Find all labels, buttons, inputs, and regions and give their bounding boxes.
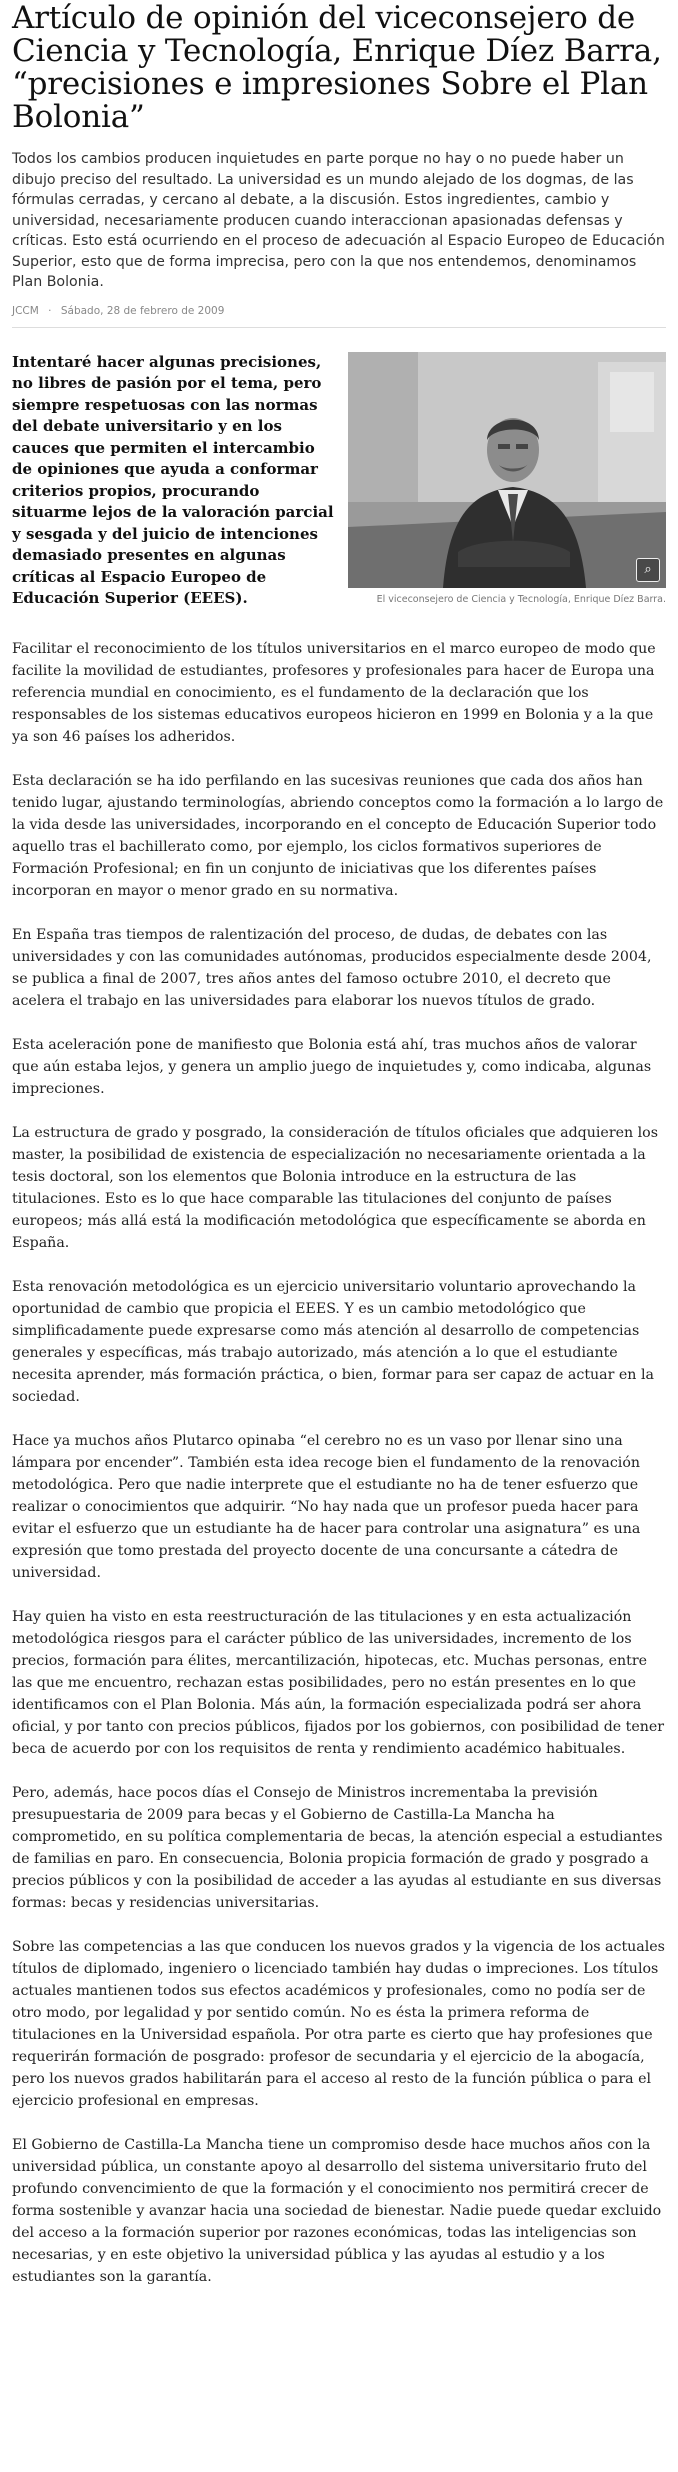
portrait-illustration xyxy=(348,352,666,588)
article-paragraph: Sobre las competencias a las que conducen los nuevos grados y la vigencia de los actuales títulos de diplomado, ingeniero o licenciado también hay dudas o impreciones. Los títulos actuales mantienen todos sus efectos académicos y profesionales, como no podía ser de otro modo, por legalidad y por sentido común. No es ésta la primera reforma de titulaciones en la Universidad española. Por otra parte es cierto que hay profesiones que requerirán formación de posgrado: profesor de secundaria y el ejercicio de la abogacía, pero los nuevos grados habilitarán para el acceso al resto de la función pública o para el ejercicio profesional en empresas. xyxy=(12,1938,665,2109)
meta-separator: · xyxy=(48,304,52,317)
article-paragraph: Hace ya muchos años Plutarco opinaba “el cerebro no es un vaso por llenar sino una lámpara por encender”. También esta idea recoge bien el fundamento de la renovación metodológica. Pero que nadie interprete que el estudiante no ha de tener esfuerzo que realizar o conocimientos que adquirir. “No hay nada que un profesor pueda hacer para evitar el esfuerzo que un estudiante ha de hacer para controlar una asignatura” es una expresión que tomo prestada del proyecto docente de una concursante a cátedra de universidad. xyxy=(12,1432,641,1581)
article-body xyxy=(12,638,666,2288)
article-figure xyxy=(348,352,666,605)
article-paragraph: Esta declaración se ha ido perfilando en las sucesivas reuniones que cada dos años han tenido lugar, ajustando terminologías, abriendo conceptos como la formación a lo largo de la vida desde las universidades, incorporando en el concepto de Educación Superior todo aquello tras el bachillerato como, por ejemplo, los ciclos formativos superiores de Formación Profesional; en fin un conjunto de iniciativas que los diferentes países incorporan en mayor o menor grado en su normativa. xyxy=(12,772,664,899)
article-paragraph: En España tras tiempos de ralentización del proceso, de dudas, de debates con las universidades y con las comunidades autónomas, producidos especialmente desde 2004, se publica a final de 2007, tres años antes del famoso octubre 2010, el decreto que acelera el trabajo en las universidades para elaborar los nuevos títulos de grado. xyxy=(12,926,652,1009)
article-paragraph: Pero, además, hace pocos días el Consejo de Ministros incrementaba la previsión presupuestaria de 2009 para becas y el Gobierno de Castilla-La Mancha ha comprometido, en su política complementaria de becas, la atención especial a estudiantes de familias en paro. En consecuencia, Bolonia propicia formación de grado y posgrado a precios públicos y con la posibilidad de acceder a las ayudas al estudiante en sus diversas formas: becas y residencias universitarias. xyxy=(12,1784,663,1911)
article-lead: Todos los cambios producen inquietudes en parte porque no hay o no puede haber un dibujo preciso del resultado. La universidad es un mundo alejado de los dogmas, de las fórmulas cerradas, y cercano al debate, a la discusión. Estos ingredientes, cambio y universidad, necesariamente producen cuando interaccionan apasionadas defensas y críticas. Esto está ocurriendo en el proceso de adecuación al Espacio Europeo de Educación Superior, esto que de forma imprecisa, pero con la que nos entendemos, denominamos Plan Bolonia. xyxy=(12,151,665,290)
article-photo[interactable] xyxy=(348,352,666,588)
article-paragraph: Hay quien ha visto en esta reestructuración de las titulaciones y en esta actualización metodológica riesgos para el carácter público de las universidades, incremento de los precios, formación para élites, mercantilización, hipotecas, etc. Muchas personas, entre las que me encuentro, rechazan estas posibilidades, pero no están presentes en lo que identificamos con el Plan Bolonia. Más aún, la formación especializada podrá ser ahora oficial, y por tanto con precios públicos, fijados por los gobiernos, con posibilidad de tener beca de acuerdo por con los requisitos de renta y rendimiento académico habituales. xyxy=(12,1608,665,1757)
photo-caption: El viceconsejero de Ciencia y Tecnología, Enrique Díez Barra. xyxy=(376,593,666,605)
article-paragraph: Esta renovación metodológica es un ejercicio universitario voluntario aprovechando la oportunidad de cambio que propicia el EEES. Y es un cambio metodológico que simplificadamente puede expresarse como más atención al desarrollo de competencias generales y específicas, más trabajo autorizado, más atención a lo que el estudiante necesita aprender, más formación práctica, o bien, formar para ser capaz de actuar en la sociedad. xyxy=(12,1278,654,1405)
article-date: Sábado, 28 de febrero de 2009 xyxy=(60,304,225,317)
article-source: JCCM xyxy=(12,304,39,317)
pull-quote: Intentaré hacer algunas precisiones, no libres de pasión por el tema, pero siempre respetuosas con las normas del debate universitario y en los cauces que permiten el intercambio de opiniones que ayuda a conformar criterios propios, procurando situarme lejos de la valoración parcial y sesgada y del juicio de intenciones demasiado presentes en algunas críticas al Espacio Europeo de Educación Superior (EEES). xyxy=(12,352,334,607)
article-paragraph: Facilitar el reconocimiento de los títulos universitarios en el marco europeo de modo que facilite la movilidad de estudiantes, profesores y profesionales para hacer de Europa una referencia mundial en conocimiento, es el fundamento de la declaración que los responsables de los sistemas educativos europeos hicieron en 1999 en Bolonia y a la que ya son 46 países los adheridos. xyxy=(12,640,656,745)
article xyxy=(12,0,666,2310)
article-paragraph: Esta aceleración pone de manifiesto que Bolonia está ahí, tras muchos años de valorar que aún estaba lejos, y genera un amplio juego de inquietudes y, como indicaba, algunas impreciones. xyxy=(12,1036,652,1097)
article-title: Artículo de opinión del viceconsejero de Ciencia y Tecnología, Enrique Díez Barra, “precisiones e impresiones Sobre el Plan Bolonia” xyxy=(12,0,662,135)
article-paragraph: La estructura de grado y posgrado, la consideración de títulos oficiales que adquieren los master, la posibilidad de existencia de especialización no necesariamente orientada a la tesis doctoral, son los elementos que Bolonia introduce en la estructura de las titulaciones. Esto es lo que hace comparable las titulaciones del conjunto de países europeos; más allá está la modificación metodológica que específicamente se aborda en España. xyxy=(12,1124,659,1251)
meta-divider xyxy=(12,327,666,328)
intro-block xyxy=(12,352,666,607)
article-paragraph: El Gobierno de Castilla-La Mancha tiene un compromiso desde hace muchos años con la universidad pública, un constante apoyo al desarrollo del sistema universitario fruto del profundo convencimiento de que la formación y el conocimiento nos permitirá crecer de forma sostenible y avanzar hacia una sociedad de bienestar. Nadie puede quedar excluido del acceso a la formación superior por razones económicas, todas las inteligencias son necesarias, y en este objetivo la universidad pública y las ayudas al estudio y a los estudiantes son la garantía. xyxy=(12,2136,662,2285)
article-meta xyxy=(12,305,666,321)
magnifier-icon[interactable]: ⌕ xyxy=(636,558,660,582)
